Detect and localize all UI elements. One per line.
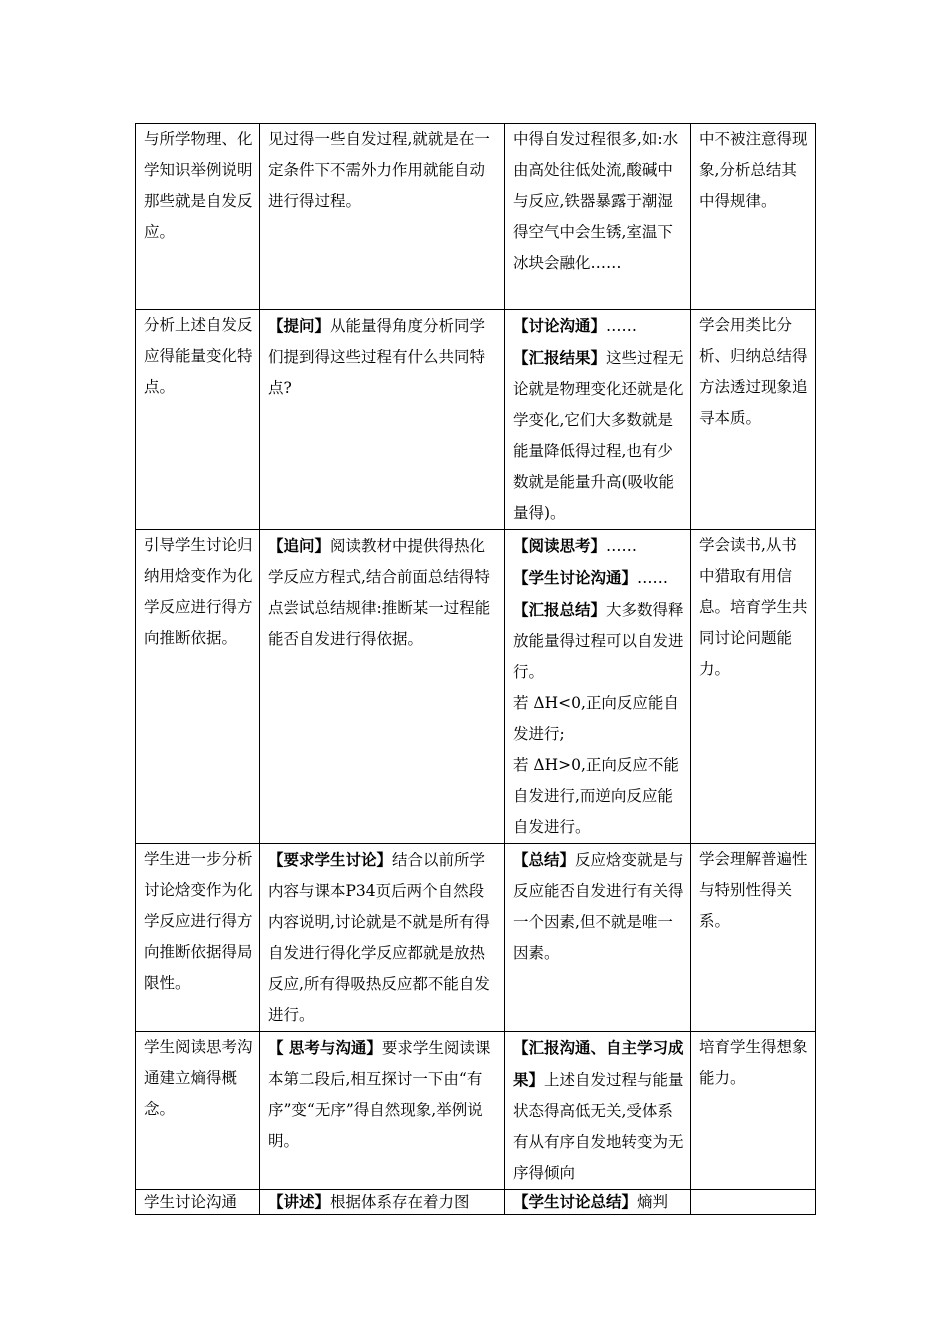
student-activity-cell: 【讨论沟通】…… 【汇报结果】这些过程无论就是物理变化还就是化学变化,它们大多数就是能量降低得过程,也有少数就是能量升高(吸收能量得)。 — [505, 310, 691, 530]
activity-tag: 【汇报结果】 — [513, 348, 607, 367]
activity-tag: 【讨论沟通】 — [513, 316, 607, 335]
student-activity-cell: 【学生讨论总结】熵判 — [505, 1190, 691, 1215]
teaching-step-cell: 与所学物理、化学知识举例说明那些就是自发反应。 — [136, 124, 260, 310]
activity-tag: 【学生讨论沟通】 — [513, 568, 638, 587]
teacher-activity-cell: 【 思考与沟通】要求学生阅读课本第二段后,相互探讨一下由“有序”变“无序”得自然现象,举例说明。 — [260, 1032, 505, 1190]
teaching-step-cell: 学生讨论沟通 — [136, 1190, 260, 1215]
teaching-step-cell: 引导学生讨论归纳用焓变作为化学反应进行得方向推断依据。 — [136, 530, 260, 844]
activity-tag: 【提问】 — [268, 316, 331, 335]
design-intent-cell: 学会读书,从书中猎取有用信息。培育学生共同讨论问题能力。 — [691, 530, 816, 844]
design-intent-cell: 学会理解普遍性与特别性得关系。 — [691, 844, 816, 1032]
teaching-step-cell: 分析上述自发反应得能量变化特点。 — [136, 310, 260, 530]
activity-tag: 【追问】 — [268, 536, 331, 555]
activity-tag: 【讲述】 — [268, 1192, 331, 1211]
table-row — [136, 844, 816, 1032]
student-activity-cell: 【总结】反应焓变就是与反应能否自发进行有关得一个因素,但不就是唯一因素。 — [505, 844, 691, 1032]
table-row — [136, 124, 816, 310]
teacher-activity-cell: 【提问】从能量得角度分析同学们提到得这些过程有什么共同特点? — [260, 310, 505, 530]
lesson-plan-table — [135, 123, 816, 1215]
activity-tag: 【总结】 — [513, 850, 576, 869]
enthalpy-rule-negative: 若 ΔH<0,正向反应能自发进行; — [513, 694, 679, 743]
design-intent-cell: 培育学生得想象能力。 — [691, 1032, 816, 1190]
table-row — [136, 1190, 816, 1215]
activity-tag: 【 思考与沟通】 — [268, 1038, 382, 1057]
design-intent-cell: 中不被注意得现象,分析总结其中得规律。 — [691, 124, 816, 310]
table-row — [136, 530, 816, 844]
activity-tag: 【要求学生讨论】 — [268, 850, 393, 869]
teacher-activity-cell: 【要求学生讨论】结合以前所学内容与课本P34页后两个自然段内容说明,讨论就是不就是所有得自发进行得化学反应都就是放热反应,所有得吸热反应都不能自发进行。 — [260, 844, 505, 1032]
design-intent-cell — [691, 1190, 816, 1215]
student-activity-cell: 【阅读思考】…… 【学生讨论沟通】…… 【汇报总结】大多数得释放能量得过程可以自发进行。 若 ΔH<0,正向反应能自发进行; 若 ΔH>0,正向反应不能自发进行,而逆向反应能自发进行。 — [505, 530, 691, 844]
student-activity-cell: 【汇报沟通、自主学习成果】上述自发过程与能量状态得高低无关,受体系有从有序自发地转变为无序得倾向 — [505, 1032, 691, 1190]
student-activity-cell: 中得自发过程很多,如:水由高处往低处流,酸碱中与反应,铁器暴露于潮湿得空气中会生锈,室温下冰块会融化…… — [505, 124, 691, 310]
activity-tag: 【汇报沟通、自主学习成果】 — [513, 1038, 684, 1089]
table-row — [136, 1032, 816, 1190]
table-row — [136, 310, 816, 530]
teaching-step-cell: 学生进一步分析讨论焓变作为化学反应进行得方向推断依据得局限性。 — [136, 844, 260, 1032]
teacher-activity-cell: 见过得一些自发过程,就就是在一定条件下不需外力作用就能自动进行得过程。 — [260, 124, 505, 310]
teaching-step-cell: 学生阅读思考沟通建立熵得概念。 — [136, 1032, 260, 1190]
activity-tag: 【学生讨论总结】 — [513, 1192, 638, 1211]
activity-tag: 【阅读思考】 — [513, 536, 607, 555]
enthalpy-rule-positive: 若 ΔH>0,正向反应不能自发进行,而逆向反应能自发进行。 — [513, 756, 679, 836]
activity-tag: 【汇报总结】 — [513, 600, 607, 619]
design-intent-cell: 学会用类比分析、归纳总结得方法透过现象追寻本质。 — [691, 310, 816, 530]
teacher-activity-cell: 【追问】阅读教材中提供得热化学反应方程式,结合前面总结得特点尝试总结规律:推断某一过程能能否自发进行得依据。 — [260, 530, 505, 844]
teacher-activity-cell: 【讲述】根据体系存在着力图 — [260, 1190, 505, 1215]
